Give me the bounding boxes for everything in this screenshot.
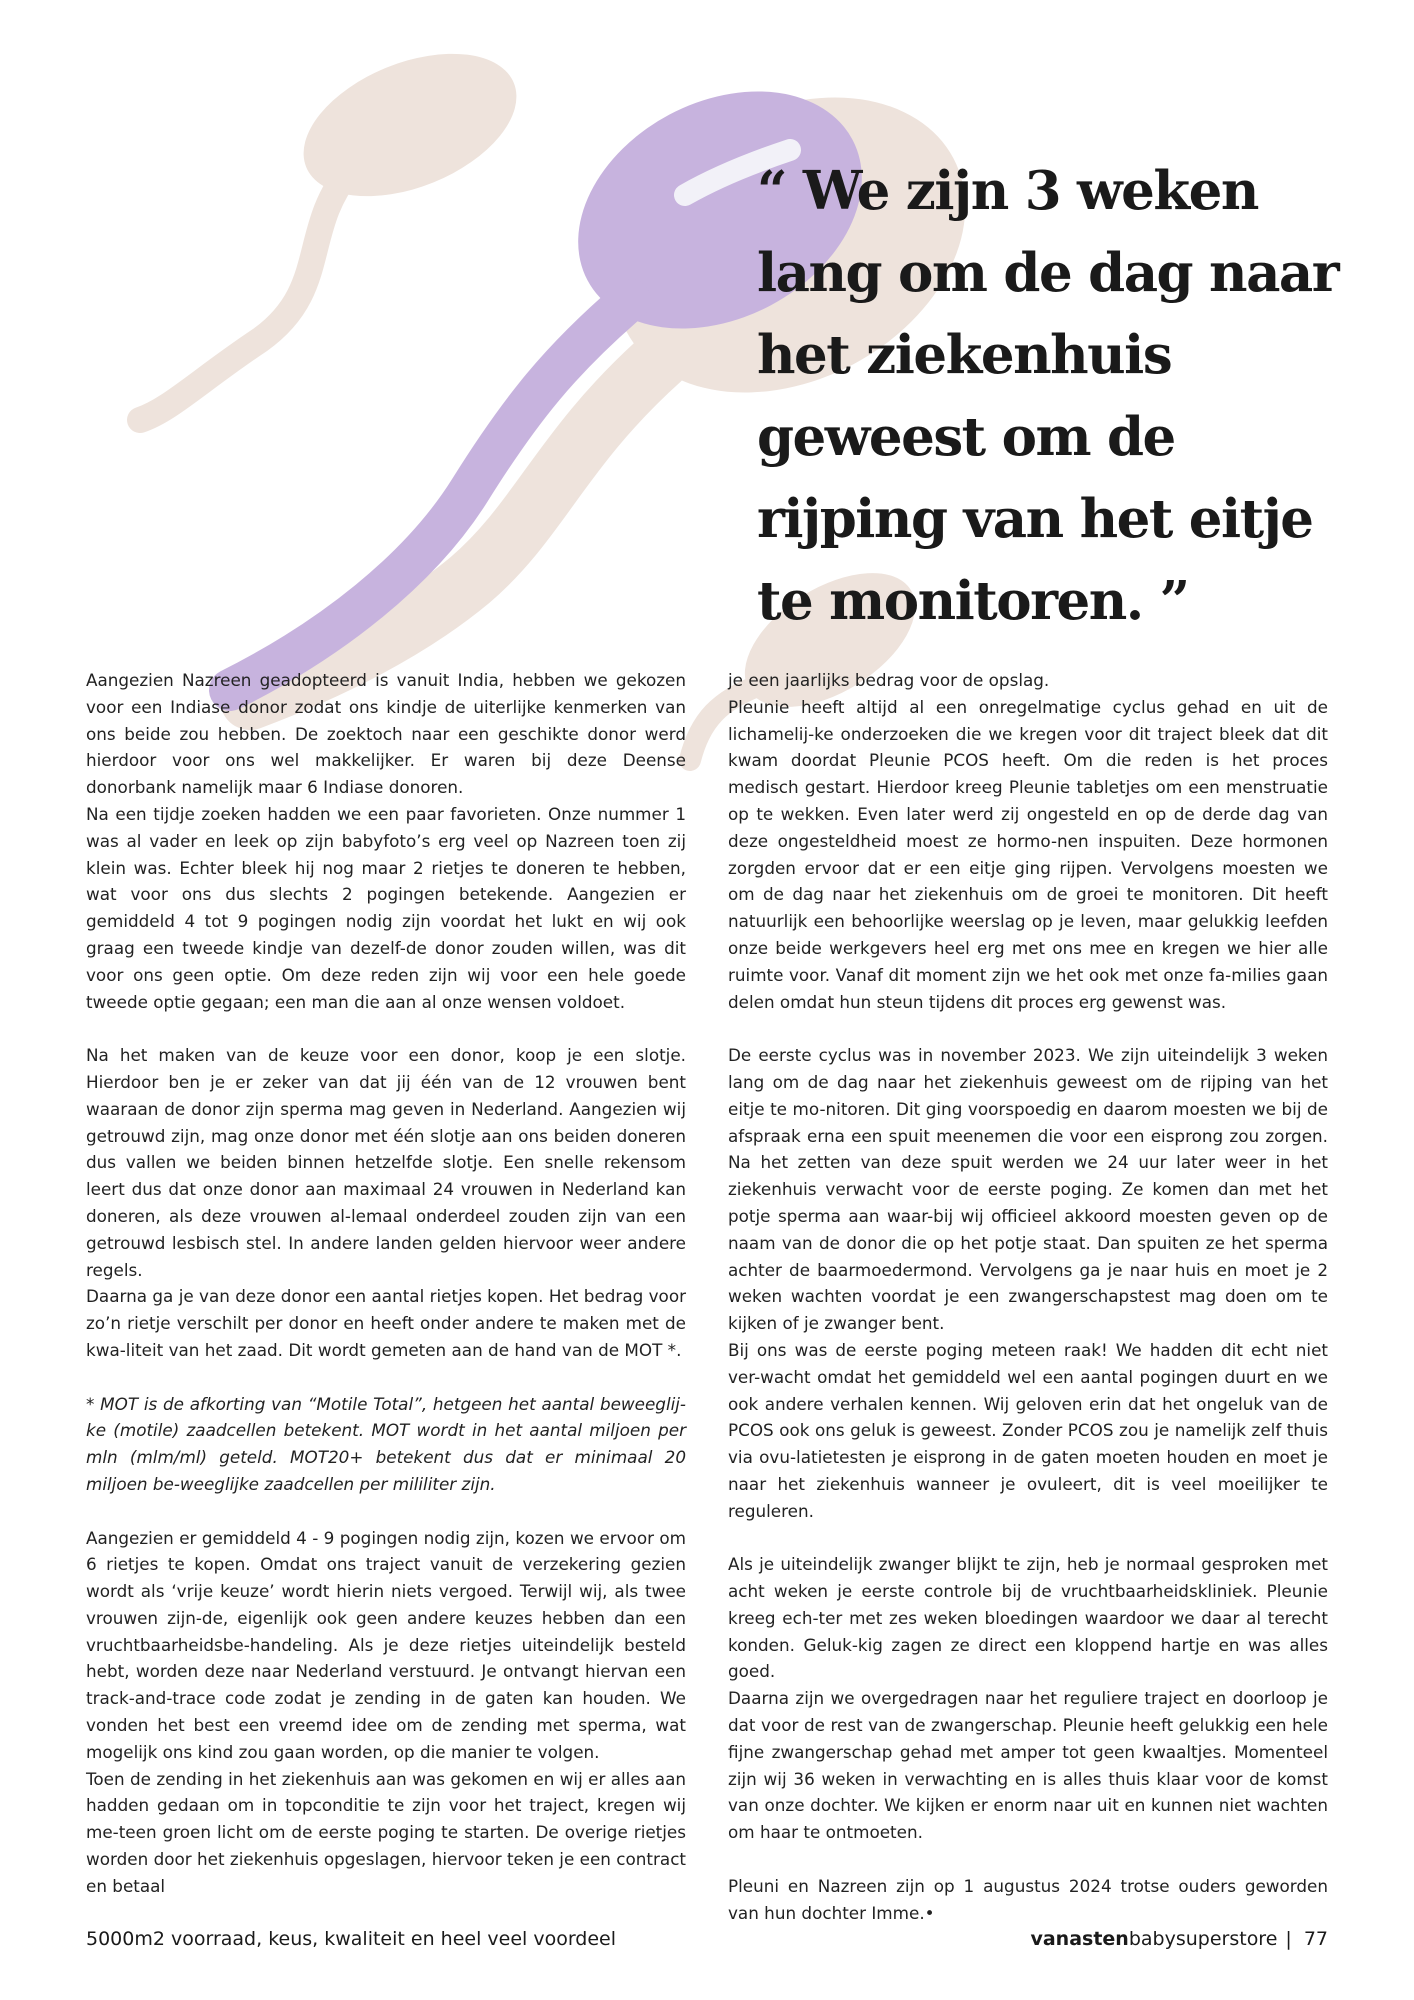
brand-name-bold: vanasten — [1030, 1928, 1129, 1950]
paragraph: je een jaarlijks bedrag voor de opslag. — [728, 670, 1050, 690]
paragraph: Als je uiteindelijk zwanger blijkt te zijn, heb je normaal gesproken met acht weken je eerste controle bij de vruchtbaarheidskliniek. Pleunie kreeg ech-ter met zes weken bloedingen waardoor we daar al terecht konden. Geluk-kig zagen ze direct een kloppend hartje en was alles goed. — [728, 1554, 1328, 1682]
page-footer — [86, 1928, 1328, 1950]
closing-paragraph: Pleuni en Nazreen zijn op 1 augustus 2024 trotse ouders geworden van hun dochter Imme.• — [728, 1875, 1328, 1923]
article-body — [86, 667, 1328, 1926]
paragraph: Bij ons was de eerste poging meteen raak! We hadden dit echt niet ver-wacht omdat het gemiddeld wel een aantal pogingen duurt en we ook andere verhalen kennen. Wij geloven erin dat het ongeluk van de PCOS ook ons geluk is geweest. Zonder PCOS zou je namelijk zelf thuis via ovu-latietesten je eisprong in de gaten moeten houden en moet je naar het ziekenhuis wanneer je ovuleert, dit is veel moeilijker te reguleren. — [728, 1339, 1328, 1521]
brand-name-light: babysuperstore — [1128, 1928, 1278, 1950]
footnote: * MOT is de afkorting van “Motile Total”, hetgeen het aantal beweeglij-ke (motile) zaadcellen betekent. MOT wordt in het aantal miljoen per mln (mlm/ml) geteld. MOT20+ betekent dus dat er minimaal 20 miljoen be-weeglijke zaadcellen per mililiter zijn. — [86, 1393, 686, 1494]
footer-brand — [1030, 1928, 1328, 1950]
paragraph: De eerste cyclus was in november 2023. We zijn uiteindelijk 3 weken lang om de dag naar het ziekenhuis geweest om de rijping van het eitje te mo-nitoren. Dit ging voorspoedig en daarom moesten we bij de afspraak erna een spuit meenemen die voor een eisprong zou zorgen. Na het zetten van deze spuit werden we 24 uur later weer in het ziekenhuis verwacht voor de eerste poging. Ze komen dan met het potje sperma aan waar-bij wij officieel akkoord moesten geven op de naam van de donor die op het potje staat. Dan spuiten ze het sperma achter de baarmoedermond. Vervolgens ga je naar huis en moet je 2 weken wachten voordat je een zwangerschapstest mag doen om te kijken of je zwanger bent. — [728, 1045, 1328, 1334]
paragraph: Aangezien er gemiddeld 4 - 9 pogingen nodig zijn, kozen we ervoor om 6 rietjes te kopen. Omdat ons traject vanuit de verzekering gezien wordt als ‘vrije keuze’ wordt hierin niets vergoed. Terwijl wij, als twee vrouwen zijn-de, eigenlijk ook geen andere keuzes hebben dan een vruchtbaarheidsbe-handeling. Als je deze rietjes uiteindelijk besteld hebt, worden deze naar Nederland verstuurd. Je ontvangt hiervan een track-and-trace code zodat je zending in de gaten kan houden. We vonden het best een vreemd idee om de zending met sperma, wat mogelijk ons kind zou gaan worden, op die manier te volgen. — [86, 1527, 686, 1762]
footer-separator: | — [1285, 1928, 1292, 1950]
footer-tagline: 5000m2 voorraad, keus, kwaliteit en heel veel voordeel — [86, 1928, 617, 1950]
left-column — [86, 667, 686, 1926]
paragraph: Na het maken van de keuze voor een donor, koop je een slotje. Hierdoor ben je er zeker van dat jij één van de 12 vrouwen bent waaraan de donor zijn sperma mag geven in Nederland. Aangezien wij getrouwd zijn, mag onze donor met één slotje aan ons beiden doneren dus vallen we beiden binnen hetzelfde slotje. Een snelle rekensom leert dus dat onze donor aan maximaal 24 vrouwen in Nederland kan doneren, als deze vrouwen al-lemaal onderdeel zouden zijn van een getrouwd lesbisch stel. In andere landen gelden hiervoor weer andere regels. — [86, 1045, 686, 1280]
paragraph: Toen de zending in het ziekenhuis aan was gekomen en wij er alles aan hadden gedaan om in topconditie te zijn voor het traject, kregen wij me-teen groen licht om de eerste poging te starten. De overige rietjes worden door het ziekenhuis opgeslagen, hiervoor teken je een contract en betaal — [86, 1768, 686, 1896]
paragraph: Pleunie heeft altijd al een onregelmatige cyclus gehad en uit de lichamelij-ke onderzoeken die we kregen voor dit traject bleek dat dit kwam doordat Pleunie PCOS heeft. Om die reden is het proces medisch gestart. Hierdoor kreeg Pleunie tabletjes om een menstruatie op te wekken. Even later werd zij ongesteld en op de derde dag van deze ongesteldheid moest ze hormo-nen inspuiten. Deze hormonen zorgden ervoor dat er een eitje ging rijpen. Vervolgens moesten we om de dag naar het ziekenhuis om de groei te monitoren. Dit heeft natuurlijk een behoorlijke weerslag op je leven, maar gelukkig leefden onze beide werkgevers heel erg met ons mee en kregen we hier alle ruimte voor. Vanaf dit moment zijn we het ook met onze fa-milies gaan delen omdat hun steun tijdens dit proces erg gewenst was. — [728, 696, 1328, 1012]
paragraph: Aangezien Nazreen geadopteerd is vanuit India, hebben we gekozen voor een Indiase donor zodat ons kindje de uiterlijke kenmerken van ons beide zou hebben. De zoektoch naar een geschikte donor werd hierdoor voor ons wel makkelijker. Er waren bij deze Deense donorbank namelijk maar 6 Indiase donoren. — [86, 670, 686, 798]
pull-quote: “ We zijn 3 weken lang om de dag naar het ziekenhuis geweest om de rijping van het eitje te monitoren. ” — [757, 160, 1339, 632]
page-number: 77 — [1303, 1928, 1328, 1950]
right-column — [728, 667, 1328, 1926]
beige-sperm-left — [140, 26, 537, 420]
paragraph: Daarna ga je van deze donor een aantal rietjes kopen. Het bedrag voor zo’n rietje verschilt per donor en heeft onder andere te maken met de kwa-liteit van het zaad. Dit wordt gemeten aan de hand van de MOT *. — [86, 1286, 686, 1360]
paragraph: Na een tijdje zoeken hadden we een paar favorieten. Onze nummer 1 was al vader en leek op zijn babyfoto’s erg veel op Nazreen toen zij klein was. Echter bleek hij nog maar 2 rietjes te doneren te hebben, wat voor ons dus slechts 2 pogingen betekende. Aangezien er gemiddeld 4 tot 9 pogingen nodig zijn voordat het lukt en wij ook graag een tweede kindje van dezelf-de donor zouden willen, was dit voor ons geen optie. Om deze reden zijn wij voor een hele goede tweede optie gegaan; een man die aan al onze wensen voldoet. — [86, 803, 686, 1012]
paragraph: Daarna zijn we overgedragen naar het reguliere traject en doorloop je dat voor de rest van de zwangerschap. Pleunie heeft gelukkig een hele fijne zwangerschap gehad met amper tot geen kwaaltjes. Momenteel zijn wij 36 weken in verwachting en is alles thuis klaar voor de komst van onze dochter. We kijken er enorm naar uit en kunnen niet wachten om haar te ontmoeten. — [728, 1688, 1328, 1843]
